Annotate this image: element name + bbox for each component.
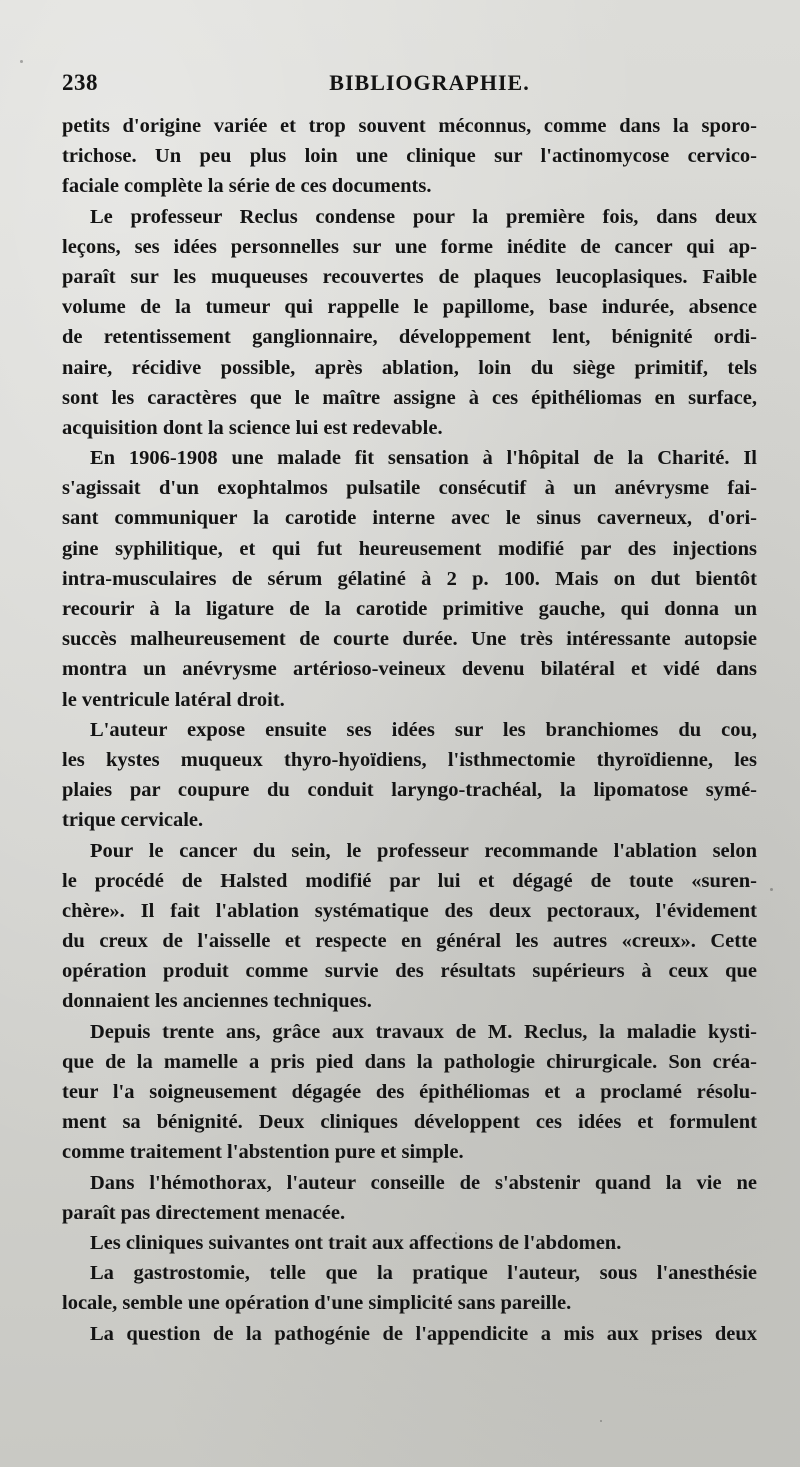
text-line: Dans l'hémothorax, l'auteur conseille de s'abstenir quand la vie ne <box>90 1171 757 1194</box>
text-line: sont les caractères que le maître assigne à ces épithéliomas en surface, <box>62 386 757 409</box>
scan-speck <box>20 60 23 63</box>
body-text <box>62 111 757 1349</box>
text-line: petits d'origine variée et trop souvent méconnus, comme dans la sporo- <box>62 115 757 137</box>
text-line: sant communiquer la carotide interne avec le sinus caverneux, d'ori- <box>62 507 757 530</box>
text-line: intra-musculaires de sérum gélatiné à 2 p. 100. Mais on dut bientôt <box>62 567 757 590</box>
text-line: L'auteur expose ensuite ses idées sur les branchiomes du cou, <box>90 718 757 741</box>
text-line: gine syphilitique, et qui fut heureusement modifié par des injections <box>62 537 757 560</box>
text-line: comme traitement l'abstention pure et simple. <box>62 1141 464 1164</box>
running-title: BIBLIOGRAPHIE. <box>329 70 530 95</box>
text-line: le procédé de Halsted modifié par lui et dégagé de toute «suren- <box>62 869 757 892</box>
text-line: plaies par coupure du conduit laryngo-trachéal, la lipomatose symé- <box>62 779 757 802</box>
text-line: du creux de l'aisselle et respecte en général les autres «creux». Cette <box>62 930 757 953</box>
text-line: La question de la pathogénie de l'appendicite a mis aux prises deux <box>90 1322 757 1345</box>
text-line: opération produit comme survie des résultats supérieurs à ceux que <box>62 960 757 983</box>
text-line: Les cliniques suivantes ont trait aux affections de l'abdomen. <box>90 1231 622 1254</box>
text-line: locale, semble une opération d'une simplicité sans pareille. <box>62 1292 572 1315</box>
text-line: que de la mamelle a pris pied dans la pathologie chirurgicale. Son créa- <box>62 1050 757 1073</box>
text-line: paraît sur les muqueuses recouvertes de plaques leucoplasiques. Faible <box>62 265 757 288</box>
text-line: En 1906-1908 une malade fit sensation à l'hôpital de la Charité. Il <box>90 447 757 470</box>
page-number: 238 <box>62 70 98 95</box>
text-line: succès malheureusement de courte durée. Une très intéressante autopsie <box>62 628 757 651</box>
text-line: recourir à la ligature de la carotide primitive gauche, qui donna un <box>62 598 757 620</box>
scan-speck <box>455 1232 457 1234</box>
text-line: Pour le cancer du sein, le professeur recommande l'ablation selon <box>90 839 757 862</box>
text-line: teur l'a soigneusement dégagée des épithéliomas et a proclamé résolu- <box>62 1081 757 1103</box>
scan-speck <box>770 888 773 891</box>
text-line: naire, récidive possible, après ablation, loin du siège primitif, tels <box>62 356 757 379</box>
text-line: montra un anévrysme artérioso-veineux devenu bilatéral et vidé dans <box>62 658 757 681</box>
text-line: de retentissement ganglionnaire, développement lent, bénignité ordi- <box>62 326 757 349</box>
scan-speck <box>600 1420 602 1422</box>
text-line: faciale complète la série de ces documents. <box>62 175 432 198</box>
text-line: chère». Il fait l'ablation systématique des deux pectoraux, l'évidement <box>62 899 757 922</box>
text-line: s'agissait d'un exophtalmos pulsatile consécutif à un anévrysme fai- <box>62 477 757 500</box>
text-line: les kystes muqueux thyro-hyoïdiens, l'isthmectomie thyroïdienne, les <box>62 748 757 771</box>
text-line: le ventricule latéral droit. <box>62 688 285 711</box>
page-header <box>62 70 757 104</box>
text-line: volume de la tumeur qui rappelle le papillome, base indurée, absence <box>62 296 757 319</box>
text-line: leçons, ses idées personnelles sur une forme inédite de cancer qui ap- <box>62 235 757 258</box>
text-line: acquisition dont la science lui est redevable. <box>62 416 443 439</box>
text-line: La gastrostomie, telle que la pratique l'auteur, sous l'anesthésie <box>90 1262 757 1285</box>
text-line: Depuis trente ans, grâce aux travaux de M. Reclus, la maladie kysti- <box>90 1020 757 1043</box>
text-line: trichose. Un peu plus loin une clinique sur l'actinomycose cervico- <box>62 145 757 168</box>
text-line: donnaient les anciennes techniques. <box>62 990 372 1013</box>
text-line: paraît pas directement menacée. <box>62 1201 346 1224</box>
text-line: ment sa bénignité. Deux cliniques développent ces idées et formulent <box>62 1111 757 1134</box>
text-line: Le professeur Reclus condense pour la première fois, dans deux <box>90 205 757 228</box>
text-line: trique cervicale. <box>62 809 204 832</box>
